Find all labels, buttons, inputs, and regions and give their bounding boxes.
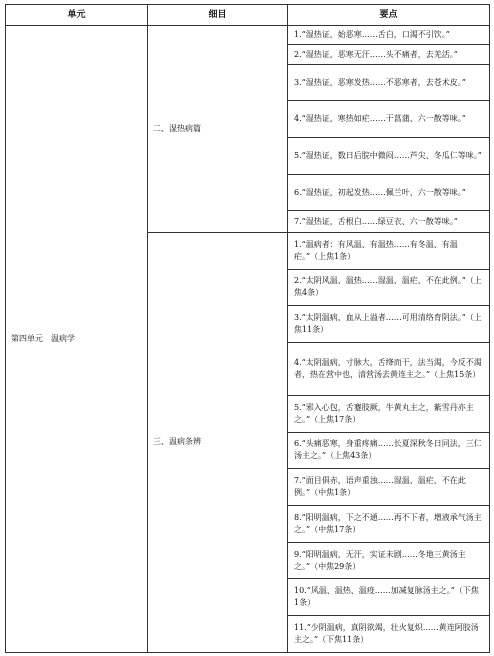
header-row [6, 5, 490, 26]
syllabus-table [5, 4, 490, 653]
point-cell: 3.“太阴温病，血从上溢者……可用清络育阴法。”（上焦11条） [288, 306, 490, 343]
topic-cell-damp-heat: 二、湿热病篇 [148, 26, 288, 233]
point-cell: 5.“邪入心包，舌蹇肢厥，牛黄丸主之，紫雪丹亦主之。”（上焦17条） [288, 395, 490, 432]
point-cell: 7.“湿热证，舌根白……绿豆衣、六一散等味。” [288, 211, 490, 232]
point-cell: 6.“头痛恶寒，身重疼痛……长夏深秋冬日同法，三仁汤主之。”（上焦43条） [288, 432, 490, 469]
point-cell: 5.“湿热证，数日后脘中微闷……芦尖、冬瓜仁等味。” [288, 138, 490, 175]
point-cell: 7.“面目俱赤，语声重浊……湿温、温疟，不在此例。”（中焦1条） [288, 469, 490, 506]
point-cell: 6.“湿热证，初起发热……佩兰叶、六一散等味。” [288, 174, 490, 211]
point-cell: 4.“湿热证，寒热如疟……干菖蒲、六一散等味。” [288, 101, 490, 138]
point-cell: 10.“风温、温热、温疫……加减复脉汤主之。”（下焦1条） [288, 579, 490, 616]
point-cell: 1.“温病者：有风温、有温热……有冬温、有温疟。”（上焦1条） [288, 232, 490, 269]
header-unit: 单元 [6, 5, 148, 26]
point-cell: 4.“太阴温病，寸脉大，舌绛而干，法当渴，今反不渴者，热在营中也，清营汤去黄连主之。”（上焦15条） [288, 342, 490, 395]
point-cell: 11.“少阴温病，真阴欲竭，壮火复炽……黄连阿胶汤主之。”（下焦11条） [288, 616, 490, 653]
syllabus-table-container [5, 4, 489, 653]
header-topic: 细目 [148, 5, 288, 26]
point-cell: 9.“阳明温病，无汗，实证未剧……冬地三黄汤主之。”（中焦29条） [288, 542, 490, 579]
point-cell: 2.“太阴风温、温热……湿温、温疟，不在此例。”（上焦4条） [288, 269, 490, 306]
point-cell: 2.“湿热证，恶寒无汗……头不痛者，去羌活。” [288, 45, 490, 64]
table-row [6, 26, 490, 45]
header-points: 要点 [288, 5, 490, 26]
point-cell: 1.“湿热证，始恶寒……舌白，口渴不引饮。” [288, 26, 490, 45]
point-cell: 3.“湿热证，恶寒发热……不恶寒者，去苍术皮。” [288, 64, 490, 101]
topic-cell-warm-disease: 三、温病条辨 [148, 232, 288, 652]
unit-cell: 第四单元 温病学 [6, 26, 148, 653]
point-cell: 8.“阳明温病，下之不通……再不下者，增液承气汤主之。”（中焦17条） [288, 506, 490, 543]
